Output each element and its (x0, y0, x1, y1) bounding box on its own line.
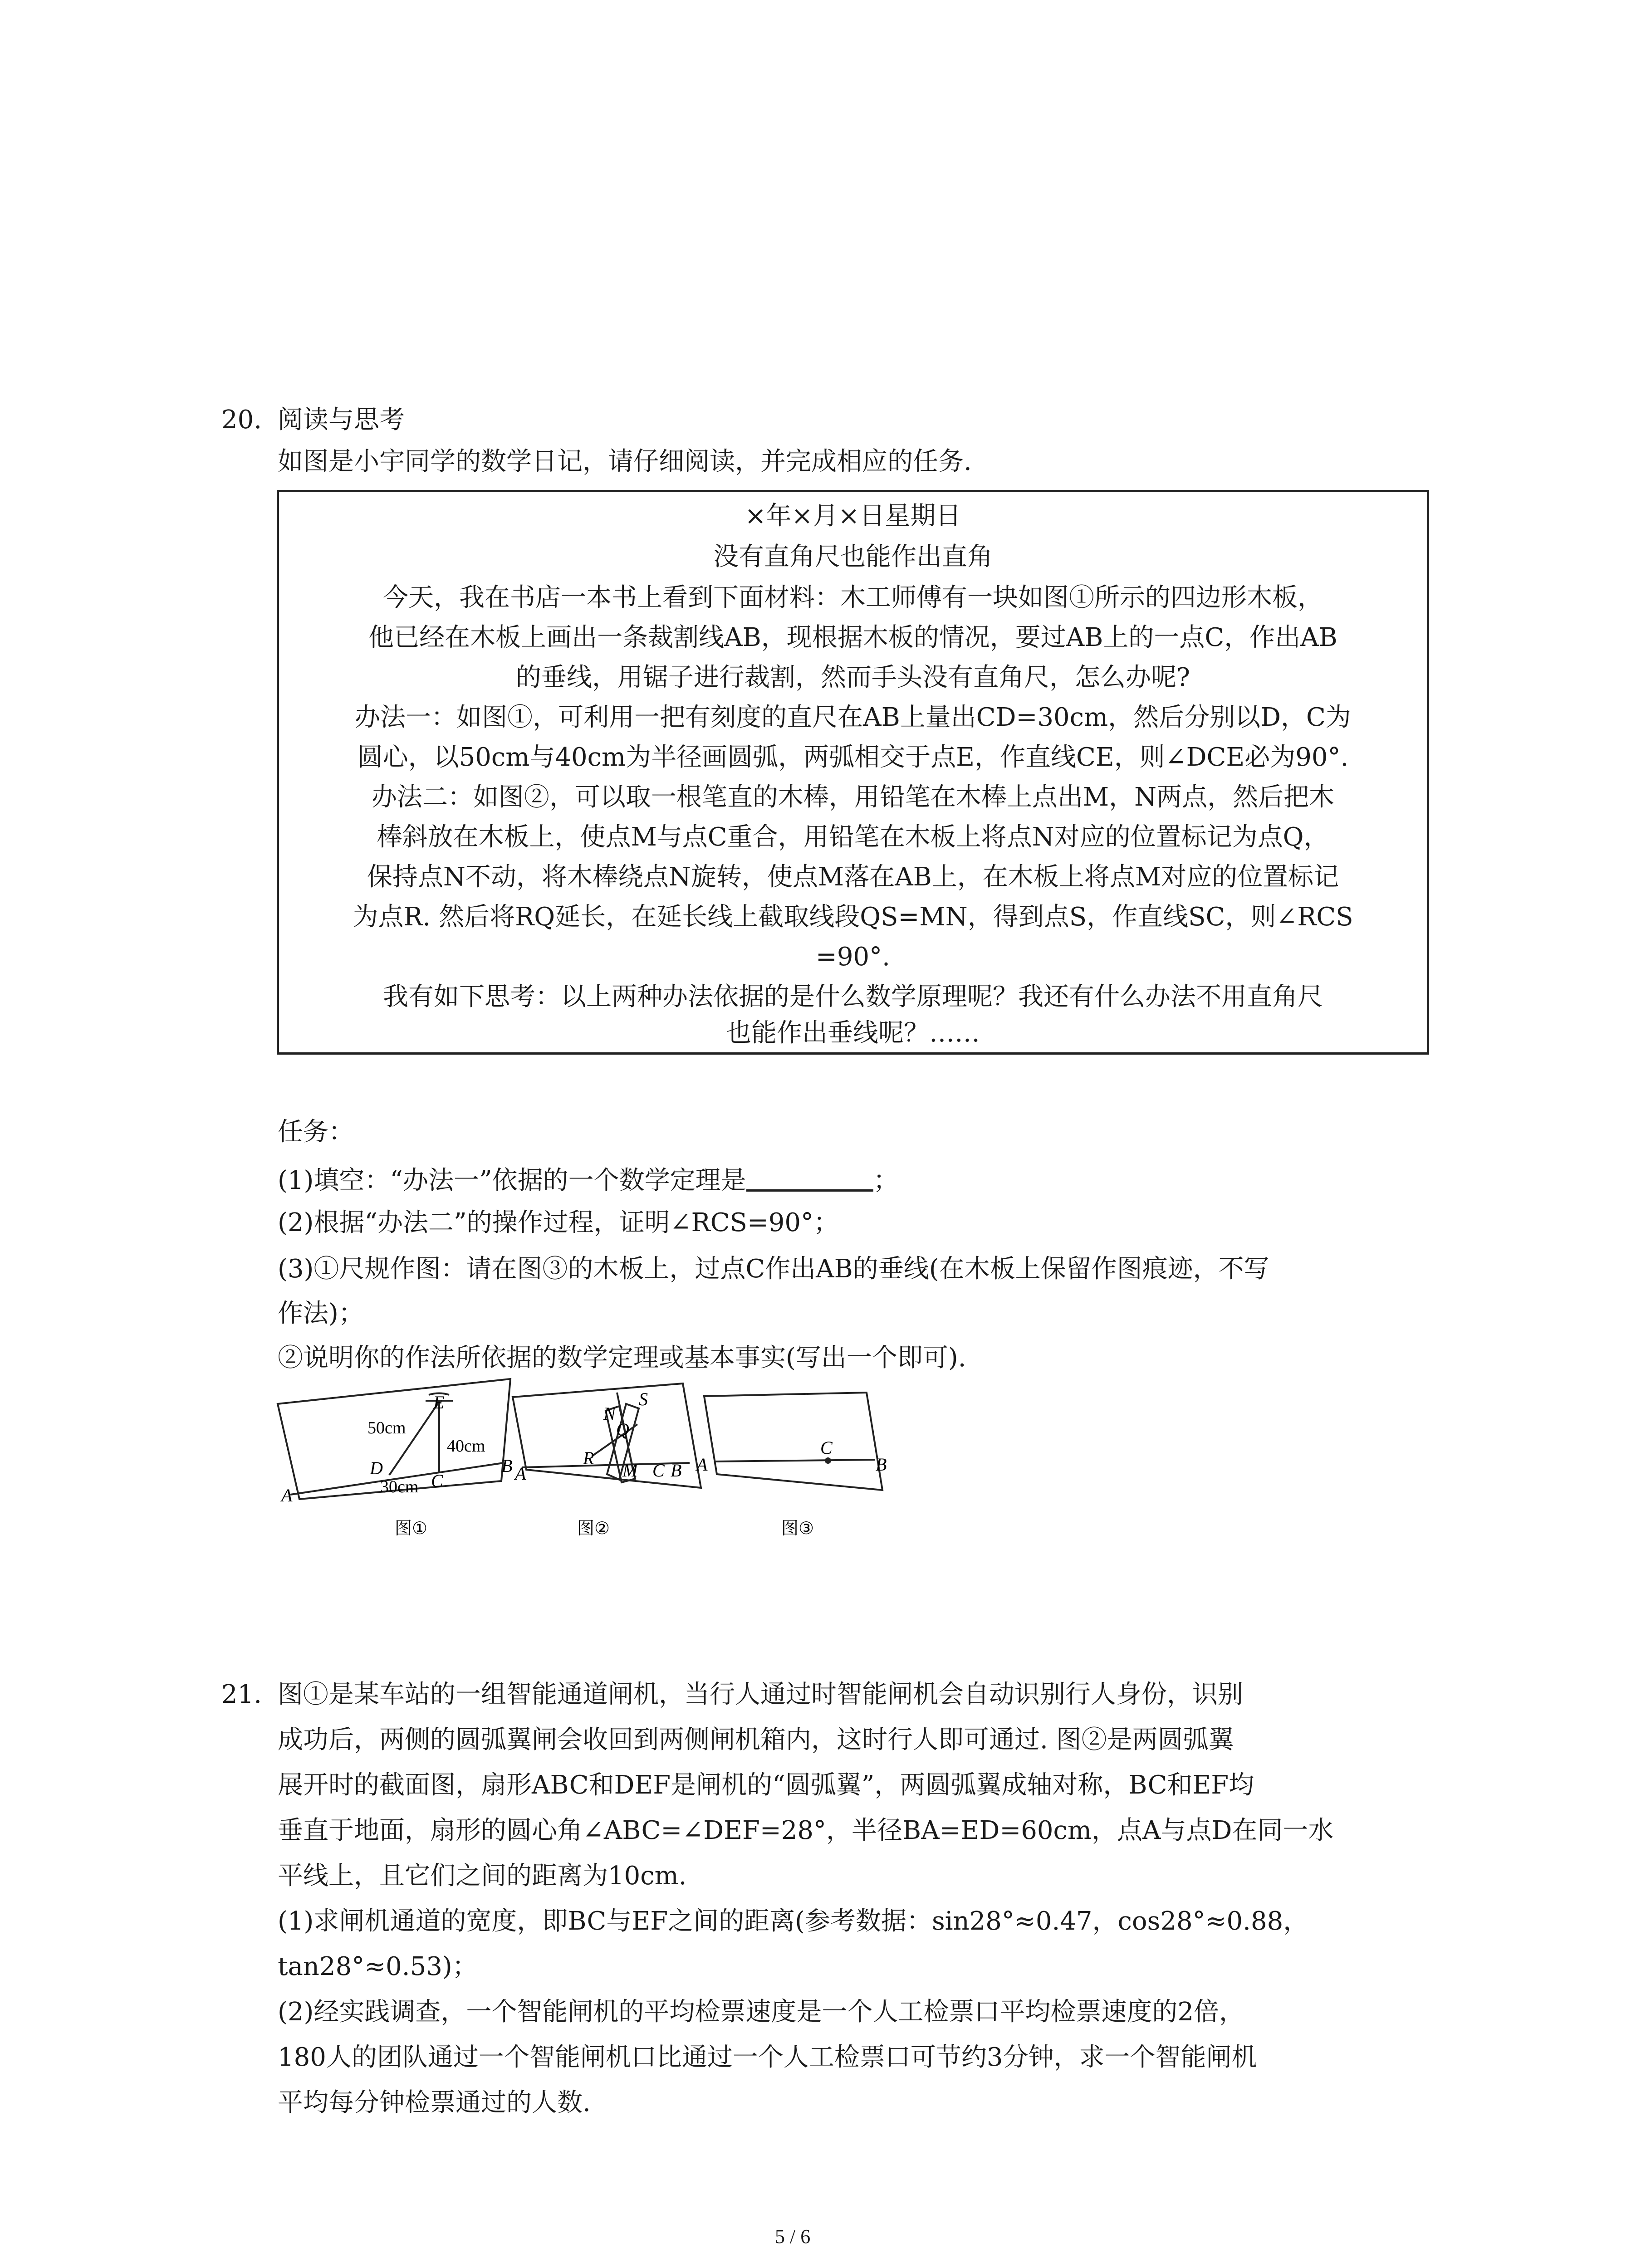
fig3-label-a: A (696, 1454, 708, 1475)
diary-date: ×年×月×日星期日 (745, 501, 961, 531)
figure-3 (704, 1393, 882, 1490)
diary-line: 他已经在木板上画出一条裁割线AB，现根据木板的情况，要过AB上的一点C，作出AB (368, 623, 1337, 652)
fig3-board (704, 1393, 882, 1490)
fig2-label-c: C (652, 1460, 665, 1481)
fig2-caption: 图② (577, 1518, 610, 1538)
fig3-label-b: B (876, 1454, 887, 1475)
diary-line: 我有如下思考：以上两种办法依据的是什么数学原理呢？我还有什么办法不用直角尺 (383, 982, 1323, 1012)
fig2-label-n: N (603, 1403, 616, 1424)
fig1-label-40: 40cm (447, 1437, 485, 1456)
fig1-label-30: 30cm (380, 1477, 419, 1496)
q21-line: 平均每分钟检票通过的人数. (278, 2088, 591, 2117)
diary-line: 为点R. 然后将RQ延长，在延长线上截取线段QS=MN，得到点S，作直线SC，则∠RCS (353, 902, 1353, 932)
q21-line: (1)求闸机通道的宽度，即BC与EF之间的距离(参考数据：sin28°≈0.47，cos28°≈0.88， (278, 1906, 1309, 1936)
q21-number: 21. (221, 1680, 262, 1709)
page-number: 5 / 6 (775, 2225, 811, 2248)
fig1-label-b: B (501, 1456, 513, 1476)
fig3-label-c: C (820, 1437, 833, 1458)
fig2-label-a: A (515, 1463, 526, 1484)
q21-line: 展开时的截面图，扇形ABC和DEF是闸机的“圆弧翼”，两圆弧翼成轴对称，BC和EF均 (278, 1770, 1254, 1800)
diary-line: 今天，我在书店一本书上看到下面材料：木工师傅有一块如图①所示的四边形木板， (383, 583, 1323, 612)
fig3-caption: 图③ (781, 1518, 814, 1538)
fig2-label-r: R (583, 1448, 594, 1468)
q21-line: 垂直于地面，扇形的圆心角∠ABC=∠DEF=28°，半径BA=ED=60cm，点A与点D在同一水 (278, 1816, 1334, 1845)
fig1-label-a: A (281, 1485, 293, 1505)
fig3-line-ab (715, 1460, 875, 1461)
q21-line: 平线上，且它们之间的距离为10cm. (278, 1861, 687, 1891)
fig1-line-de (389, 1402, 439, 1475)
q20-title: 阅读与思考 (278, 405, 405, 435)
diary-line: =90°. (816, 942, 890, 972)
fig1-label-e: E (433, 1392, 445, 1413)
task-3-line3: ②说明你的作法所依据的数学定理或基本事实(写出一个即可). (278, 1343, 966, 1373)
diary-line: 圆心，以50cm与40cm为半径画圆弧，两弧相交于点E，作直线CE，则∠DCE必为90°. (357, 743, 1349, 772)
task-1-prefix: (1)填空：“办法一”依据的一个数学定理是 (278, 1166, 746, 1195)
fig3-point-c (825, 1457, 831, 1464)
diary-line: 保持点N不动，将木棒绕点N旋转，使点M落在AB上，在木板上将点M对应的位置标记 (367, 862, 1339, 892)
task-1-suffix: ； (873, 1166, 899, 1195)
diary-line: 也能作出垂线呢？…… (726, 1018, 980, 1048)
diary-line: 棒斜放在木板上，使点M与点C重合，用铅笔在木板上将点N对应的位置标记为点Q， (377, 822, 1329, 852)
fig1-label-d: D (370, 1458, 383, 1478)
diary-line: 的垂线，用锯子进行裁割，然而手头没有直角尺，怎么办呢? (515, 663, 1190, 692)
fig2-label-m: M (622, 1460, 638, 1481)
fig2-label-s: S (639, 1389, 648, 1409)
q21-line: tan28°≈0.53)； (278, 1952, 478, 1981)
fig1-caption: 图① (395, 1518, 428, 1538)
task-3-line1: (3)①尺规作图：请在图③的木板上，过点C作出AB的垂线(在木板上保留作图痕迹，不写 (278, 1254, 1269, 1284)
fig2-label-q: Q (616, 1419, 629, 1440)
q21-line: 180人的团队通过一个智能闸机口比通过一个人工检票口可节约3分钟，求一个智能闸机 (278, 2043, 1257, 2072)
q20-intro: 如图是小宇同学的数学日记，请仔细阅读，并完成相应的任务. (278, 447, 972, 476)
q20-number: 20. (221, 405, 262, 435)
fig2-label-b: B (671, 1460, 682, 1481)
task-2: (2)根据“办法二”的操作过程，证明∠RCS=90°； (278, 1208, 839, 1237)
diary-headline: 没有直角尺也能作出直角 (713, 542, 993, 572)
q21-line: 成功后，两侧的圆弧翼闸会收回到两侧闸机箱内，这时行人即可通过. 图②是两圆弧翼 (278, 1725, 1234, 1755)
tasks-title: 任务： (278, 1117, 354, 1147)
fig1-label-50: 50cm (367, 1418, 406, 1437)
q21-line: (2)经实践调查，一个智能闸机的平均检票速度是一个人工检票口平均检票速度的2倍， (278, 1997, 1244, 2027)
fig1-label-c: C (431, 1471, 443, 1491)
task-3-line2: 作法)； (278, 1299, 364, 1328)
diary-line: 办法一：如图①，可利用一把有刻度的直尺在AB上量出CD=30cm，然后分别以D，C为 (355, 703, 1351, 732)
diary-line: 办法二：如图②，可以取一根笔直的木棒，用铅笔在木棒上点出M，N两点，然后把木 (371, 782, 1335, 812)
q21-line: 图①是某车站的一组智能通道闸机，当行人通过时智能闸机会自动识别行人身份，识别 (278, 1680, 1243, 1709)
